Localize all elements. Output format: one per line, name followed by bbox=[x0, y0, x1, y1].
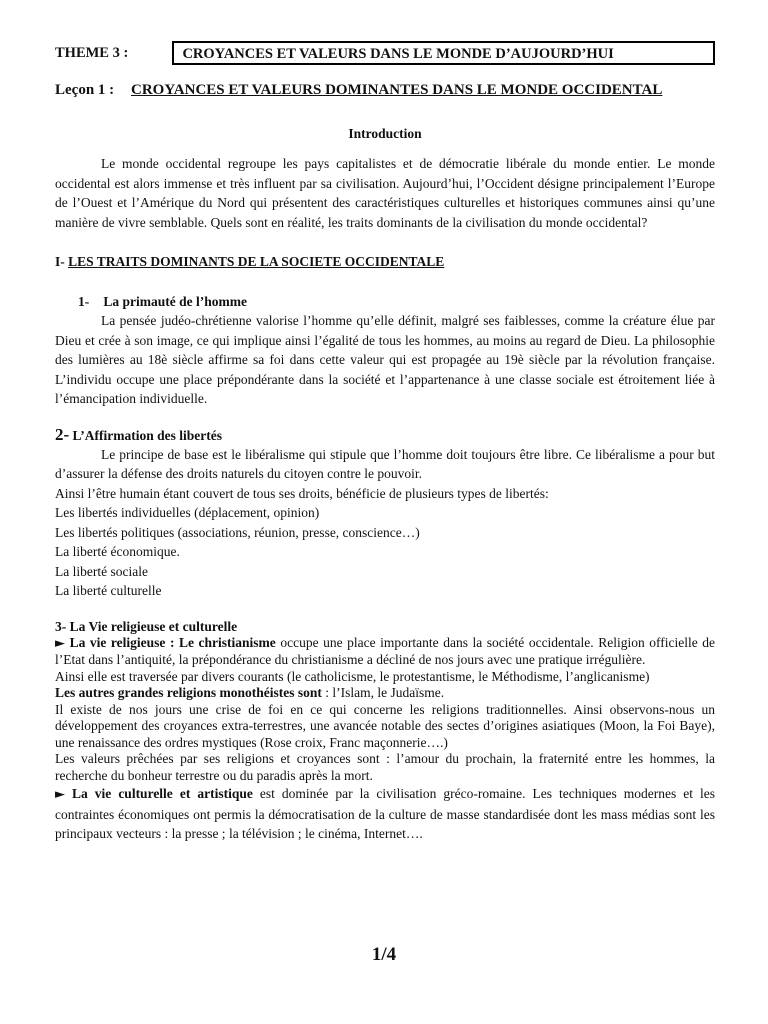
crisis-paragraph: Il existe de nos jours une crise de foi en ce qui concerne les religions traditionnelles. Ainsi observons-nous un développement des croyances extra-terrestres, une avancée notable des sectes d’origines asiatiques (Moon, la Foi Baye), une renaissance des ordres mystiques (Rose croix, Franc maçonnerie….) bbox=[55, 701, 715, 750]
cultural-life-paragraph bbox=[55, 784, 715, 844]
subsection-1-number: 1- bbox=[78, 294, 90, 309]
subsection-1-title: La primauté de l’homme bbox=[103, 294, 247, 309]
theme-header bbox=[55, 40, 715, 66]
religious-life-lead: La vie religieuse : Le christianisme bbox=[69, 634, 276, 650]
subsection-1-heading bbox=[55, 292, 715, 311]
subsection-2-title: L’Affirmation des libertés bbox=[72, 427, 223, 443]
subsection-3-heading: 3- La Vie religieuse et culturelle bbox=[55, 618, 238, 634]
religious-life-text: occupe une place importante dans la société occidentale. Religion officielle de l’Etat dans l’antiquité, la prépondérance du christianisme a décliné de nos jours avec une pratique irrégulière. bbox=[55, 634, 716, 667]
list-item: La liberté culturelle bbox=[55, 583, 162, 598]
intro-heading: Introduction bbox=[348, 126, 422, 141]
subsection-2-paragraph: Le principe de base est le libéralisme qui stipule que l’homme doit toujours être libre. Ce libéralisme a pour but d’assurer la défense des droits naturels du citoyen contre le pouvoir. bbox=[55, 446, 715, 481]
theme-label: THEME 3 : bbox=[55, 44, 129, 61]
bullet-triangle-icon: ► bbox=[55, 635, 65, 651]
list-item: La liberté économique. bbox=[55, 544, 180, 559]
other-religions-paragraph bbox=[55, 685, 715, 702]
section-title: LES TRAITS DOMINANTS DE LA SOCIETE OCCIDENTALE bbox=[68, 254, 445, 269]
other-religions-lead: Les autres grandes religions monothéistes sont bbox=[55, 685, 322, 700]
values-paragraph: Les valeurs prêchées par ses religions et croyances sont : l’amour du prochain, la fraternité entre les hommes, la recherche du bonheur terrestre ou du paradis après la mort. bbox=[55, 751, 715, 783]
intro-paragraph: Le monde occidental regroupe les pays capitalistes et de démocratie libérale du monde entier. Le monde occidental est alors immense et très influent par sa civilisation. Aujourd’hui, l’Occident désigne principalement l’Europe de l’Ouest et l’Amérique du Nord qui présentent des caractéristiques culturelles et historiques communes ainsi qu’une manière de vivre semblable. Quels sont en réalité, les traits dominants de la civilisation du monde occidental? bbox=[55, 156, 715, 230]
list-item: Les libertés politiques (associations, réunion, presse, conscience…) bbox=[55, 524, 420, 540]
section-number: I- bbox=[55, 254, 65, 269]
bullet-triangle-icon: ► bbox=[55, 787, 65, 802]
other-religions-text: : l’Islam, le Judaïsme. bbox=[325, 685, 445, 700]
religious-life-paragraph bbox=[55, 635, 715, 669]
list-item: La liberté sociale bbox=[55, 563, 148, 579]
lesson-header bbox=[55, 80, 715, 100]
section-heading bbox=[55, 252, 715, 271]
currents-paragraph: Ainsi elle est traversée par divers courants (le catholicisme, le protestantisme, le Méthodisme, l’anglicanisme) bbox=[55, 668, 650, 684]
cultural-life-lead: La vie culturelle et artistique bbox=[72, 786, 253, 801]
lesson-label: Leçon 1 : bbox=[55, 82, 115, 98]
document-page bbox=[55, 40, 715, 844]
liberties-list bbox=[55, 503, 715, 601]
subsection-2-heading bbox=[55, 425, 715, 445]
cultural-life-text: est dominée par la civilisation gréco-romaine. Les techniques modernes et les contraintes économiques ont permis la démocratisation de la culture de masse standardisée dont les mass médias sont les principaux vecteurs : la presse ; la télévision ; le cinéma, Internet…. bbox=[55, 786, 716, 841]
lesson-title: CROYANCES ET VALEURS DOMINANTES DANS LE MONDE OCCIDENTAL bbox=[131, 82, 663, 98]
subsection-1-paragraph: La pensée judéo-chrétienne valorise l’homme qu’elle définit, malgré ses faiblesses, comme la créature élue par Dieu et crée à son image, ce qui implique ainsi l’égalité de tous les hommes, au moins au regard de Dieu. La philosophie des lumières au 18è siècle affirme sa foi dans cette valeur qui est propagée au 19è siècle par la révolution française. L’individu occupe une place prépondérante dans la société et l’appartenance à une classe sociale est étroitement liée à l’émancipation individuelle. bbox=[55, 313, 715, 406]
list-item: Les libertés individuelles (déplacement, opinion) bbox=[55, 505, 320, 520]
subsection-2-intro-list: Ainsi l’être humain étant couvert de tous ses droits, bénéficie de plusieurs types de libertés: bbox=[55, 485, 549, 501]
page-number: 1/4 bbox=[371, 944, 397, 965]
subsection-2-number: 2- bbox=[55, 424, 70, 444]
theme-title-box: CROYANCES ET VALEURS DANS LE MONDE D’AUJOURD’HUI bbox=[172, 41, 715, 65]
